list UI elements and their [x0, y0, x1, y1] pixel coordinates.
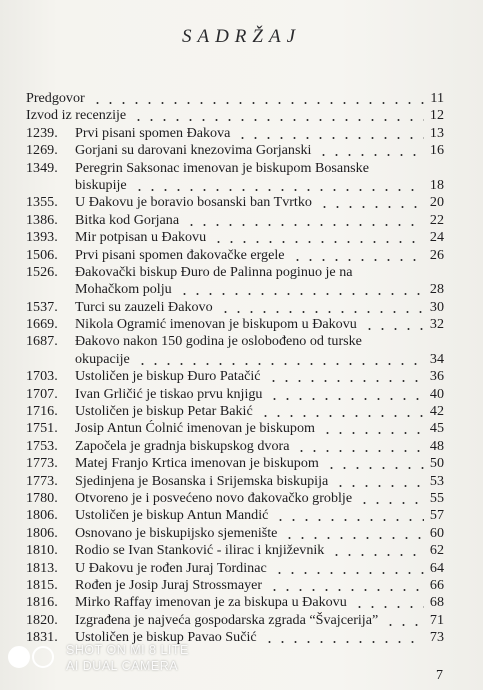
- toc-title: Nikola Ogramić imenovan je biskupom u Đakovu: [75, 316, 357, 333]
- toc-entry: [26, 299, 444, 316]
- table-of-contents: [26, 90, 444, 647]
- toc-title: Turci su zauzeli Đakovo: [75, 298, 213, 315]
- toc-page-number: 22: [429, 211, 444, 228]
- camera-logo-icon: [8, 646, 54, 668]
- toc-entry: [26, 281, 444, 298]
- toc-entry: [26, 229, 444, 246]
- toc-page-number: 64: [429, 559, 444, 576]
- dot-leader: [291, 247, 424, 264]
- toc-year: 1526.: [26, 263, 58, 280]
- toc-year: 1815.: [26, 576, 58, 593]
- toc-entry: [26, 247, 444, 264]
- dot-leader: [136, 351, 424, 368]
- dot-leader: [185, 212, 424, 229]
- page-title: SADRŽAJ: [181, 26, 302, 47]
- dot-leader: [133, 177, 424, 194]
- toc-page-number: 45: [429, 420, 444, 437]
- toc-entry: [26, 90, 444, 107]
- toc-title: Ustoličen je biskup Petar Bakić: [75, 403, 253, 420]
- dot-leader: [358, 490, 424, 507]
- dot-leader: [325, 455, 424, 472]
- dot-leader: [219, 299, 424, 316]
- toc-year: 1806.: [26, 507, 58, 524]
- toc-page-number: 73: [429, 629, 444, 646]
- toc-year: 1687.: [26, 333, 58, 350]
- toc-page-number: 26: [429, 246, 444, 263]
- toc-title: Ustoličen je biskup Pavao Sučić: [75, 629, 257, 646]
- toc-year: 1816.: [26, 594, 58, 611]
- toc-title: Započela je gradnja biskupskog dvora: [75, 437, 290, 454]
- toc-year: 1751.: [26, 420, 58, 437]
- toc-page-number: 13: [429, 124, 444, 141]
- toc-title: Osnovano je biskupijsko sjemenište: [75, 524, 278, 541]
- dot-leader: [363, 316, 424, 333]
- dot-leader: [321, 420, 424, 437]
- toc-page-number: 71: [429, 611, 444, 628]
- toc-entry: [26, 525, 444, 542]
- toc-year: 1813.: [26, 559, 58, 576]
- toc-title: Đakovački biskup Đuro de Palinna poginuo je na: [75, 263, 353, 280]
- toc-title: Otvoreno je i posvećeno novo đakovačko groblje: [75, 489, 353, 506]
- toc-entry: [26, 612, 444, 629]
- toc-page-number: 48: [429, 437, 444, 454]
- toc-title: U Đakovu je rođen Juraj Tordinac: [75, 559, 267, 576]
- toc-entry: [26, 455, 444, 472]
- toc-year: 1780.: [26, 489, 58, 506]
- toc-title: Prvi pisani spomen Đakova: [75, 124, 231, 141]
- watermark-line-1: SHOT ON MI 8 LITE: [66, 643, 189, 657]
- toc-page-number: 24: [429, 229, 444, 246]
- toc-year: 1393.: [26, 229, 58, 246]
- toc-entry: [26, 420, 444, 437]
- toc-entry: [26, 316, 444, 333]
- toc-entry: [26, 177, 444, 194]
- dot-leader: [384, 612, 424, 629]
- toc-year: 1703.: [26, 368, 58, 385]
- dot-leader: [259, 403, 424, 420]
- watermark-line-2: AI DUAL CAMERA: [66, 659, 179, 673]
- toc-entry: [26, 107, 444, 124]
- dot-leader: [353, 594, 424, 611]
- page-number: 7: [436, 668, 443, 683]
- toc-entry: [26, 351, 444, 368]
- dot-leader: [268, 386, 424, 403]
- toc-page-number: 34: [429, 350, 444, 367]
- toc-title: Đakovo nakon 150 godina je oslobođeno od turske: [75, 333, 362, 350]
- toc-entry: [26, 264, 444, 281]
- toc-title: Bitka kod Gorjana: [75, 211, 180, 228]
- toc-entry: [26, 542, 444, 559]
- dot-leader: [263, 629, 424, 646]
- toc-entry: [26, 560, 444, 577]
- toc-page-number: 20: [429, 194, 444, 211]
- toc-title: Ustoličen je biskup Antun Mandić: [75, 507, 269, 524]
- toc-page-number: 16: [429, 142, 444, 159]
- toc-page-number: 40: [429, 385, 444, 402]
- toc-page-number: 60: [429, 524, 444, 541]
- toc-year: 1753.: [26, 437, 58, 454]
- toc-entry: [26, 403, 444, 420]
- toc-title: Ustoličen je biskup Đuro Patačić: [75, 368, 261, 385]
- dot-leader: [295, 438, 424, 455]
- toc-page-number: 42: [429, 403, 444, 420]
- toc-year: 1506.: [26, 246, 58, 263]
- toc-page-number: 18: [429, 176, 444, 193]
- toc-year: 1355.: [26, 194, 58, 211]
- toc-year: 1773.: [26, 455, 58, 472]
- dot-leader: [212, 229, 424, 246]
- toc-entry: [26, 212, 444, 229]
- toc-entry: [26, 594, 444, 611]
- toc-year: 1806.: [26, 524, 58, 541]
- dot-leader: [267, 368, 424, 385]
- toc-year: 1269.: [26, 142, 58, 159]
- toc-year: 1831.: [26, 629, 58, 646]
- toc-title: Mohačkom polju: [75, 281, 172, 298]
- dot-leader: [268, 577, 424, 594]
- dot-leader: [236, 125, 424, 142]
- toc-page-number: 66: [429, 576, 444, 593]
- toc-page-number: 53: [429, 472, 444, 489]
- toc-year: 1773.: [26, 472, 58, 489]
- toc-title: Predgovor: [26, 90, 85, 106]
- toc-entry: [26, 490, 444, 507]
- toc-page-number: 55: [429, 489, 444, 506]
- dot-leader: [334, 473, 424, 490]
- toc-page-number: 62: [429, 542, 444, 559]
- toc-year: 1820.: [26, 611, 58, 628]
- toc-page-number: 12: [429, 107, 444, 124]
- toc-page-number: 68: [429, 594, 444, 611]
- toc-entry: [26, 125, 444, 142]
- toc-page-number: 30: [429, 298, 444, 315]
- toc-page-number: 36: [429, 368, 444, 385]
- toc-title: Sjedinjena je Bosanska i Srijemska biskupija: [75, 472, 329, 489]
- toc-title: Mir potpisan u Đakovu: [75, 229, 207, 246]
- toc-title: Prvi pisani spomen đakovačke ergele: [75, 246, 285, 263]
- toc-title: Rodio se Ivan Stanković - ilirac i književnik: [75, 542, 325, 559]
- toc-title: okupacije: [75, 350, 130, 367]
- dot-leader: [273, 560, 424, 577]
- toc-title: Izgrađena je najveća gospodarska zgrada “Švajcerija”: [75, 611, 379, 628]
- toc-page-number: 57: [429, 507, 444, 524]
- toc-entry: [26, 194, 444, 211]
- toc-entry: [26, 438, 444, 455]
- toc-title: Josip Antun Ćolnić imenovan je biskupom: [75, 420, 315, 437]
- dot-leader: [132, 107, 424, 124]
- toc-title: U Đakovu je boravio bosanski ban Tvrtko: [75, 194, 312, 211]
- toc-title: Peregrin Saksonac imenovan je biskupom Bosanske: [75, 159, 369, 176]
- toc-year: 1669.: [26, 316, 58, 333]
- dot-leader: [317, 142, 424, 159]
- toc-year: 1716.: [26, 403, 58, 420]
- toc-title: Gorjani su darovani knezovima Gorjanski: [75, 142, 312, 159]
- toc-page-number: 28: [429, 281, 444, 298]
- toc-year: 1707.: [26, 385, 58, 402]
- toc-entry: [26, 386, 444, 403]
- toc-title: Ivan Grličić je tiskao prvu knjigu: [75, 385, 263, 402]
- toc-title: biskupije: [75, 176, 127, 193]
- toc-page-number: 11: [430, 90, 444, 106]
- dot-leader: [318, 194, 424, 211]
- toc-year: 1810.: [26, 542, 58, 559]
- toc-year: 1386.: [26, 211, 58, 228]
- dot-leader: [274, 507, 424, 524]
- toc-page-number: 32: [429, 316, 444, 333]
- dot-leader: [283, 525, 424, 542]
- toc-year: 1537.: [26, 298, 58, 315]
- toc-year: 1239.: [26, 124, 58, 141]
- toc-year: 1349.: [26, 159, 58, 176]
- toc-title: Rođen je Josip Juraj Strossmayer: [75, 576, 263, 593]
- toc-title: Izvod iz recenzije: [26, 107, 127, 124]
- toc-entry: [26, 473, 444, 490]
- toc-entry: [26, 160, 444, 177]
- toc-entry: [26, 577, 444, 594]
- toc-page-number: 50: [429, 455, 444, 472]
- toc-entry: [26, 507, 444, 524]
- dot-leader: [91, 90, 424, 107]
- dot-leader: [178, 281, 424, 298]
- toc-entry: [26, 142, 444, 159]
- toc-title: Matej Franjo Krtica imenovan je biskupom: [75, 455, 319, 472]
- dot-leader: [330, 542, 424, 559]
- toc-entry: [26, 333, 444, 350]
- toc-entry: [26, 368, 444, 385]
- toc-title: Mirko Raffay imenovan je za biskupa u Đakovu: [75, 594, 347, 611]
